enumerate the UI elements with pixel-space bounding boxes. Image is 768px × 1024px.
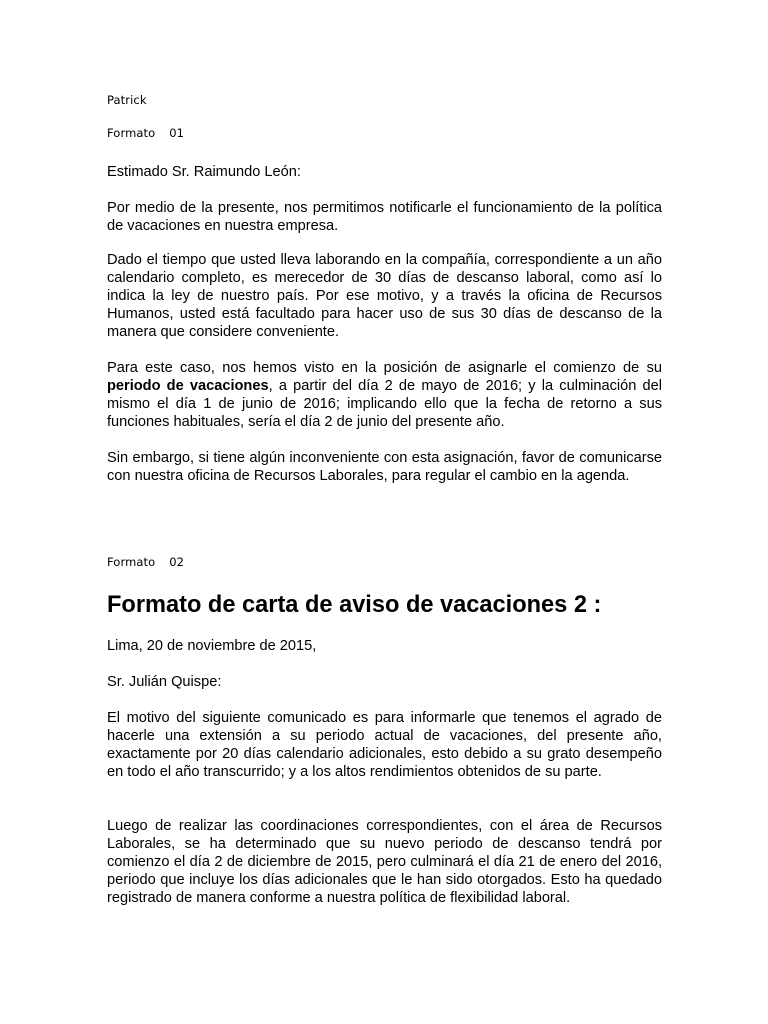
format-02-number: 02 [169, 555, 185, 569]
letter1-paragraph-1: Por medio de la presente, nos permitimos notificarle el funcionamiento de la política de vacaciones en nuestra empresa. [107, 200, 662, 234]
format-01-number: 01 [169, 126, 185, 140]
letter1-paragraph-3-bold: periodo de vacaciones [107, 378, 269, 394]
letter1-paragraph-4: Sin embargo, si tiene algún inconveniente con esta asignación, favor de comunicarse con nuestra oficina de Recursos Laborales, para regular el cambio en la agenda. [107, 450, 662, 484]
letter2-greeting: Sr. Julián Quispe: [107, 674, 222, 690]
letter1-paragraph-3-end: , a partir del día 2 de mayo de 2016; y la culminación del mismo el día 1 de junio de 2016; implicando ello que la fecha de retorno a sus funciones habituales, sería el día 2 de junio del presente año. [107, 378, 662, 430]
letter1-paragraph-2: Dado el tiempo que usted lleva laborando en la compañía, correspondiente a un año calendario completo, es merecedor de 30 días de descanso laboral, como así lo indica la ley de nuestro país. Por ese motivo, y a través la oficina de Recursos Humanos, usted está facultado para hacer uso de sus 30 días de descanso de la manera que considere conveniente. [107, 252, 662, 340]
letter1-paragraph-3-start: Para este caso, nos hemos visto en la posición de asignarle el comienzo de su [107, 360, 662, 376]
format-02-label [107, 555, 184, 569]
author-label: Patrick [107, 93, 147, 107]
letter2-heading: Formato de carta de aviso de vacaciones 2 : [107, 592, 602, 618]
letter1-greeting: Estimado Sr. Raimundo León: [107, 164, 301, 180]
letter1-paragraph-3 [107, 359, 662, 431]
letter2-paragraph-2: Luego de realizar las coordinaciones correspondientes, con el área de Recursos Laborales, se ha determinado que su nuevo periodo de descanso tendrá por comienzo el día 2 de diciembre de 2015, pero culminará el día 21 de enero del 2016, periodo que incluye los días adicionales que le han sido otorgados. Esto ha quedado registrado de manera conforme a nuestra política de flexibilidad laboral. [107, 818, 662, 906]
letter2-paragraph-1: El motivo del siguiente comunicado es para informarle que tenemos el agrado de hacerle una extensión a su periodo actual de vacaciones, del presente año, exactamente por 20 días calendario adicionales, esto debido a su grato desempeño en todo el año transcurrido; y a los altos rendimientos obtenidos de su parte. [107, 710, 662, 780]
format-01-label [107, 126, 184, 140]
letter2-date: Lima, 20 de noviembre de 2015, [107, 638, 317, 654]
format-02-text: Formato [107, 555, 156, 569]
format-01-text: Formato [107, 126, 156, 140]
